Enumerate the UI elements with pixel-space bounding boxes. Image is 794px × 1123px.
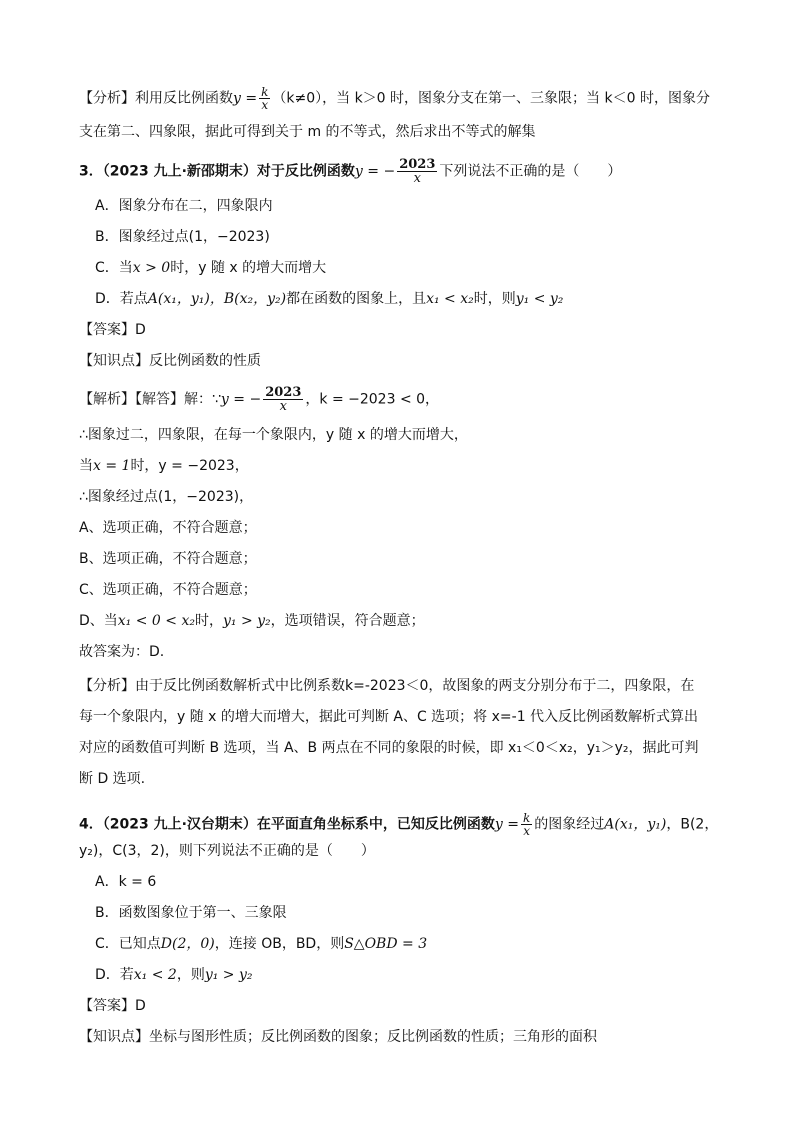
option-3D xyxy=(95,289,563,309)
solution-3-line-4: ∴图象经过点(1，−2023)， xyxy=(79,489,254,505)
math: x₁ < x₂ xyxy=(426,291,474,307)
text: D、当 xyxy=(79,613,118,629)
math: y₁ < y₂ xyxy=(515,291,564,307)
solution-3-line-8 xyxy=(79,611,425,631)
analysis-line-1 xyxy=(79,86,710,111)
text: C．当 xyxy=(95,260,133,276)
text: 时，y 随 x 的增大而增大 xyxy=(170,260,327,276)
fraction-k-over-x xyxy=(259,86,270,111)
option-4D xyxy=(95,965,253,985)
option-4A: A．k = 6 xyxy=(95,874,157,890)
option-3C xyxy=(95,258,326,278)
option-4C xyxy=(95,934,427,954)
math-y-eq: y = xyxy=(233,90,258,107)
solution-3-line-6: B、选项正确，不符合题意； xyxy=(79,551,257,567)
frac-num: 2023 xyxy=(399,157,436,172)
math: y₁ > y₂ xyxy=(204,967,253,983)
math: x = 1 xyxy=(93,458,131,474)
text: 时， xyxy=(194,613,223,629)
math: S△OBD = 3 xyxy=(344,936,428,952)
fraction-2023-over-x xyxy=(263,386,303,413)
math: A(x₁，y₁)，B(x₂，y₂) xyxy=(147,291,287,307)
math: x₁ < 2 xyxy=(133,967,177,983)
text: ，选项错误，符合题意； xyxy=(270,613,425,629)
solution-3-line-7: C、选项正确，不符合题意； xyxy=(79,582,257,598)
math: y = − xyxy=(220,391,262,408)
question-4-stem-2: y₂)，C(3，2)，则下列说法不正确的是（ ） xyxy=(79,843,375,859)
text: ，连接 OB，BD，则 xyxy=(214,936,345,952)
math: A(x₁，y₁) xyxy=(604,816,667,833)
frac-den: x xyxy=(261,98,269,112)
option-3A: A．图象分布在二，四象限内 xyxy=(95,198,273,214)
frac-den: x xyxy=(413,171,421,186)
option-3B: B．图象经过点(1，−2023) xyxy=(95,229,270,245)
knowledge-point-3: 【知识点】反比例函数的性质 xyxy=(79,353,261,369)
analysis-3-line-1: 【分析】由于反比例函数解析式中比例系数k=-2023＜0，故图象的两支分别分布于二，四象限，在 xyxy=(79,678,695,694)
question-3-stem xyxy=(79,158,621,185)
math: y₁ > y₂ xyxy=(222,613,271,629)
text: 3．（2023 九上·新邵期末）对于反比例函数 xyxy=(79,163,355,180)
text: ，k = −2023 < 0， xyxy=(305,391,440,408)
frac-num: k xyxy=(261,85,269,99)
text: 时，y = −2023， xyxy=(130,458,249,474)
analysis-3-line-3: 对应的函数值可判断 B 选项，当 A、B 两点在不同的象限的时候，即 x₁＜0＜x₂，y₁＞y₂，据此可判 xyxy=(79,740,699,756)
text: C．已知点 xyxy=(95,936,161,952)
analysis-3-line-2: 每一个象限内，y 随 x 的增大而增大，据此可判断 A、C 选项；将 x=-1 代入反比例函数解析式算出 xyxy=(79,709,699,725)
text: （k≠0），当 k＞0 时，图象分支在第一、三象限；当 k＜0 时，图象分 xyxy=(272,90,710,107)
analysis-3-line-4: 断 D 选项. xyxy=(79,771,146,787)
text: 的图象经过 xyxy=(534,816,605,833)
math: x > 0 xyxy=(132,260,171,276)
text: 都在函数的图象上，且 xyxy=(286,291,427,307)
text: D．若 xyxy=(95,967,134,983)
solution-3-line-5: A、选项正确，不符合题意； xyxy=(79,520,257,536)
math: x₁ < 0 < x₂ xyxy=(117,613,195,629)
option-4B: B．函数图象位于第一、三象限 xyxy=(95,905,287,921)
answer-3: 【答案】D xyxy=(79,322,146,338)
frac-num: k xyxy=(523,811,531,825)
text: 【解析】【解答】解：∵ xyxy=(79,391,221,408)
frac-num: 2023 xyxy=(265,385,302,400)
answer-4: 【答案】D xyxy=(79,998,146,1014)
math: y = xyxy=(494,816,519,833)
text: 【分析】利用反比例函数 xyxy=(79,90,233,107)
text: 下列说法不正确的是（ ） xyxy=(439,163,622,180)
math-y-eq-neg: y = − xyxy=(354,163,396,180)
fraction-k-over-x xyxy=(521,812,532,837)
fraction-2023-over-x xyxy=(397,158,437,185)
text: 4．（2023 九上·汉台期末）在平面直角坐标系中，已知反比例函数 xyxy=(79,816,495,833)
text: ，B(2， xyxy=(666,816,719,833)
math: D(2，0) xyxy=(160,936,215,952)
solution-3-line-3 xyxy=(79,456,249,476)
question-4-stem xyxy=(79,812,718,837)
solution-3-line-9: 故答案为：D. xyxy=(79,644,165,660)
text: 时，则 xyxy=(473,291,516,307)
solution-3-line-1 xyxy=(79,386,439,413)
knowledge-point-4: 【知识点】坐标与图形性质；反比例函数的图象；反比例函数的性质；三角形的面积 xyxy=(79,1029,597,1045)
text: ，则 xyxy=(176,967,205,983)
frac-den: x xyxy=(279,399,287,414)
solution-3-line-2: ∴图象过二，四象限，在每一个象限内，y 随 x 的增大而增大， xyxy=(79,427,468,443)
frac-den: x xyxy=(523,824,531,838)
text: 当 xyxy=(79,458,93,474)
analysis-line-2: 支在第二、四象限，据此可得到关于 m 的不等式，然后求出不等式的解集 xyxy=(79,124,536,140)
text: D．若点 xyxy=(95,291,148,307)
